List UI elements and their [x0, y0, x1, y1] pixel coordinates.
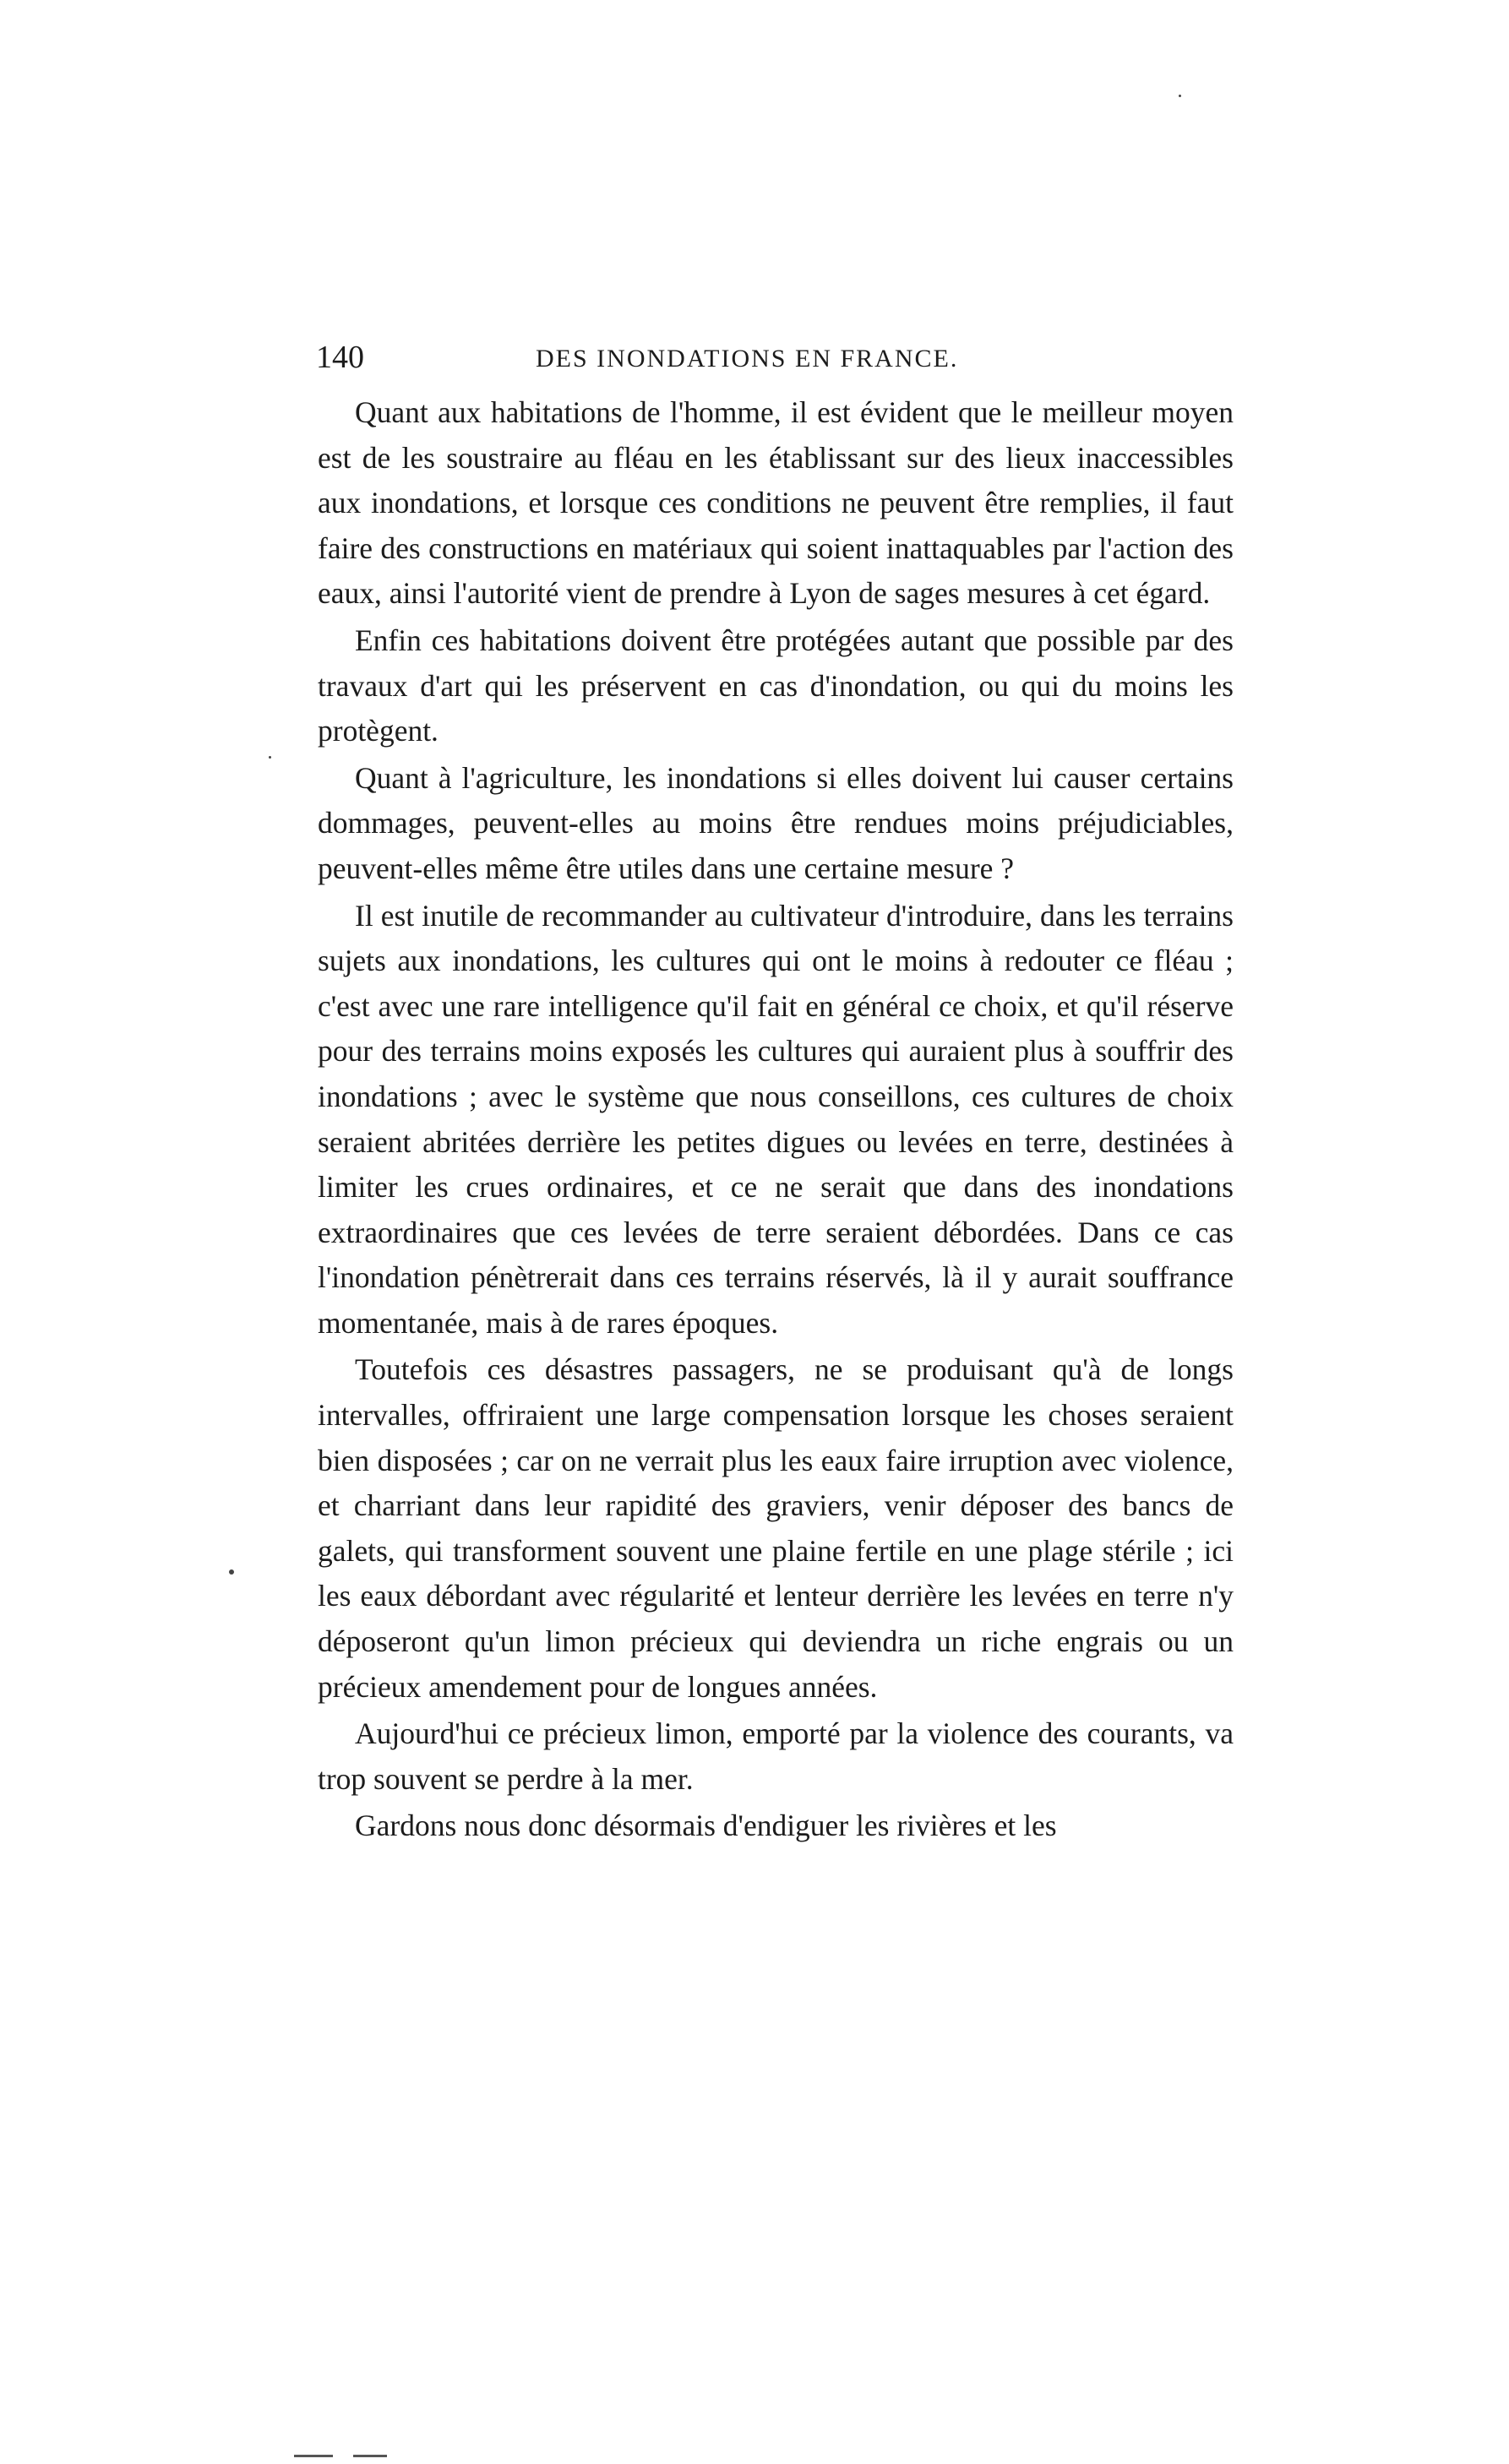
- paragraph-limon: Aujourd'hui ce précieux limon, emporté par la violence des courants, va trop souvent se perdre à la mer.: [318, 1716, 1234, 1796]
- paragraph-endiguer: Gardons nous donc désormais d'endiguer les rivières et les: [355, 1809, 1057, 1843]
- paragraph-cultures: Il est inutile de recommander au cultivateur d'introduire, dans les terrains sujets aux inondations, les cultures qui ont le moins à redouter ce fléau ; c'est avec une rare intelligence qu'il fait en général ce choix, et qu'il réserve pour des terrains moins exposés les cultures qui auraient plus à souffrir des inondations ; avec le système que nous conseillons, ces cultures de choix seraient abritées derrière les petites digues ou levées en terre, destinées à limiter les crues ordinaires, et ce ne serait que dans des inondations extraordinaires que ces levées de terre seraient débordées. Dans ce cas l'inondation pénètrerait dans ces terrains réservés, là il y aurait souffrance momentanée, mais à de rares époques.: [318, 898, 1234, 1340]
- page-number: 140: [316, 340, 364, 375]
- margin-speck: [229, 1569, 234, 1575]
- paragraph-protection: Enfin ces habitations doivent être protégées autant que possible par des travaux d'art qui les préservent en cas d'inondation, ou qui du moins les protègent.: [318, 623, 1234, 748]
- margin-speck: [1179, 95, 1181, 97]
- paragraph-agriculture: Quant à l'agriculture, les inondations si elles doivent lui causer certains dommages, peuvent-elles au moins être rendues moins préjudiciables, peuvent-elles même être utiles dans une certaine mesure ?: [318, 760, 1234, 885]
- margin-speck: [269, 756, 271, 759]
- running-title: DES INONDATIONS EN FRANCE.: [536, 345, 959, 373]
- paragraph-desastres: Toutefois ces désastres passagers, ne se produisant qu'à de longs intervalles, offriraient une large compensation lorsque les choses seraient bien disposées ; car on ne verrait plus les eaux faire irruption avec violence, et charriant dans leur rapidité des graviers, venir déposer des bancs de galets, qui transforment souvent une plaine fertile en une plage stérile ; ici les eaux débordant avec régularité et lenteur derrière les levées en terre n'y déposeront qu'un limon précieux qui deviendra un riche engrais ou un précieux amendement pour de longues années.: [318, 1352, 1234, 1704]
- running-head: [316, 336, 1235, 378]
- body-text: [318, 390, 1234, 1851]
- bottom-edge-marks: [294, 2455, 404, 2460]
- paragraph-habitations: Quant aux habitations de l'homme, il est évident que le meilleur moyen est de les soustraire au fléau en les établissant sur des lieux inaccessibles aux inondations, et lorsque ces conditions ne peuvent être remplies, il faut faire des constructions en matériaux qui soient inattaquables par l'action des eaux, ainsi l'autorité vient de prendre à Lyon de sages mesures à cet égard.: [318, 395, 1234, 611]
